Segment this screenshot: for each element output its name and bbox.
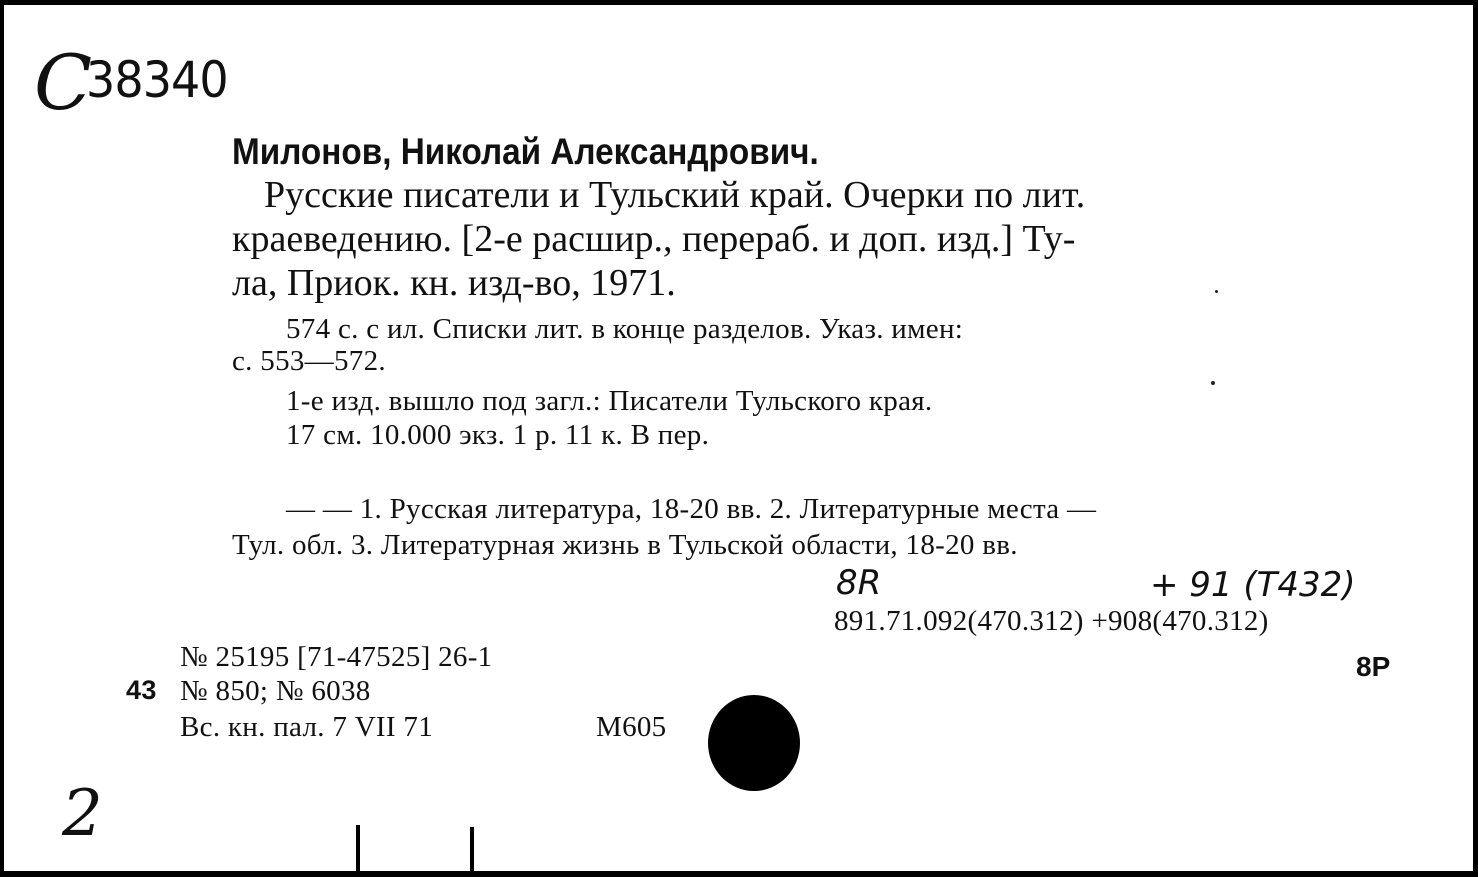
classification-index: 891.71.092(470.312) +908(470.312) [834,605,1269,637]
print-code: М605 [596,711,667,743]
classification-code: 8Р [1356,651,1391,682]
subject-line-2: Тул. обл. 3. Литературная жизнь в Тульской области, 18-20 вв. [232,529,1018,561]
ink-blot [708,695,800,791]
registry-line-1: № 25195 [71-47525] 26-1 [180,641,493,673]
subject-line-1: — — 1. Русская литература, 18-20 вв. 2. Литературные места — [286,493,1097,525]
ink-speck [1211,381,1215,385]
physical-description-line-2: с. 553—572. [232,345,386,377]
title-line-1: Русские писатели и Тульский край. Очерки по лит. [264,174,1086,216]
call-number: 38340 [86,51,228,109]
author-heading: Милонов, Николай Александрович. [232,131,819,172]
format-price-note: 17 см. 10.000 экз. 1 р. 11 к. В пер. [286,419,710,451]
physical-description-line-1: 574 с. с ил. Списки лит. в конце разделов. Указ. имен: [286,313,964,345]
registry-prefix: 43 [126,675,157,705]
card-hole-mark-left [356,825,360,877]
title-line-2: краеведению. [2-е расшир., перераб. и доп. изд.] Ту- [232,218,1076,260]
registry-line-2: № 850; № 6038 [180,675,371,707]
title-line-3: ла, Приок. кн. изд-во, 1971. [232,262,676,304]
edition-note: 1-е изд. вышло под загл.: Писатели Тульского края. [286,385,933,417]
call-number-letter: С [34,38,93,127]
handwritten-classification-right: + 91 (T432) [1150,565,1356,605]
registry-line-3: Вс. кн. пал. 7 VII 71 [180,711,433,743]
ink-speck [1215,290,1218,293]
handwritten-classification-left: 8R [836,563,882,603]
card-hole-mark-right [470,827,474,877]
handwritten-mark: 2 [62,777,103,851]
